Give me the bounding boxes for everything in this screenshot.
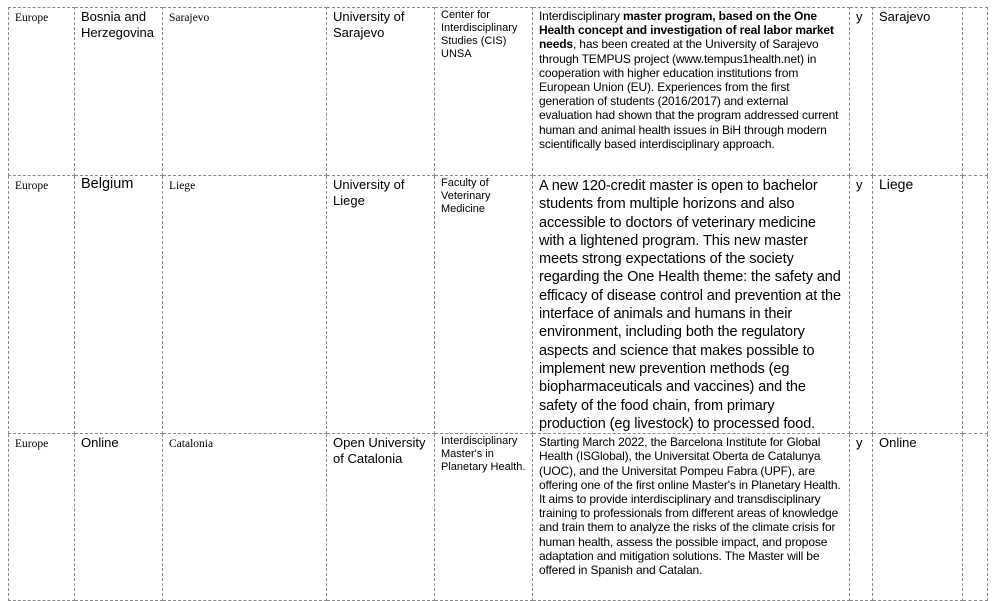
description-bold: master program, based on the One Health concept and investigation of real labor market needs (539, 9, 834, 52)
region-cell: Europe (9, 8, 75, 176)
table-row (9, 434, 988, 601)
table-row (9, 8, 988, 176)
flag-cell: y (850, 176, 873, 434)
country-cell: Belgium (75, 176, 163, 434)
location-cell: Online (873, 434, 963, 601)
description-rest: , has been created at the University of Sarajevo through TEMPUS project (www.tempus1health.net) in cooperation with higher education institutions from European Union (EU). Experiences from the first generation of students (2016/2017) and external evaluation had shown that the program addressed current human and animal health issues in BiH through modern scientifically based interdisciplinary approach. (539, 37, 839, 151)
description-lead: Interdisciplinary (539, 9, 624, 23)
region-cell: Europe (9, 176, 75, 434)
flag-cell: y (850, 8, 873, 176)
university-cell: University of Sarajevo (327, 8, 435, 176)
university-cell: University of Liege (327, 176, 435, 434)
country-cell: Online (75, 434, 163, 601)
region-cell: Europe (9, 434, 75, 601)
empty-cell (963, 176, 988, 434)
programs-table (8, 7, 988, 601)
empty-cell (963, 8, 988, 176)
description-cell (533, 8, 850, 176)
country-cell: Bosnia and Herzegovina (75, 8, 163, 176)
flag-cell: y (850, 434, 873, 601)
description-cell: A new 120-credit master is open to bachelor students from multiple horizons and also accessible to doctors of veterinary medicine with a lightened program. This new master meets strong expectations of the society regarding the One Health theme: the safety and efficacy of disease control and prevention at the interface of animals and humans in their environment, including both the regulatory aspects and science that makes possible to implement new prevention methods (eg biopharmaceuticals and vaccines) and the safety of the food chain, from primary production (eg livestock) to processed food. (533, 176, 850, 434)
department-cell: Interdisciplinary Master's in Planetary Health. (435, 434, 533, 601)
location-cell: Liege (873, 176, 963, 434)
empty-cell (963, 434, 988, 601)
city-cell: Liege (163, 176, 327, 434)
location-cell: Sarajevo (873, 8, 963, 176)
city-cell: Sarajevo (163, 8, 327, 176)
university-cell: Open University of Catalonia (327, 434, 435, 601)
department-cell: Faculty of Veterinary Medicine (435, 176, 533, 434)
department-cell: Center for Interdisciplinary Studies (CIS) UNSA (435, 8, 533, 176)
table-row (9, 176, 988, 434)
description-cell: Starting March 2022, the Barcelona Institute for Global Health (ISGlobal), the Universitat Oberta de Catalunya (UOC), and the Universitat Pompeu Fabra (UPF), are offering one of the first online Master's in Planetary Health. It aims to provide interdisciplinary and transdisciplinary training to professionals from different areas of knowledge and train them to analyze the risks of the climate crisis for human health, assess the possible impact, and propose adaptation and mitigation solutions. The Master will be offered in Spanish and Catalan. (533, 434, 850, 601)
city-cell: Catalonia (163, 434, 327, 601)
